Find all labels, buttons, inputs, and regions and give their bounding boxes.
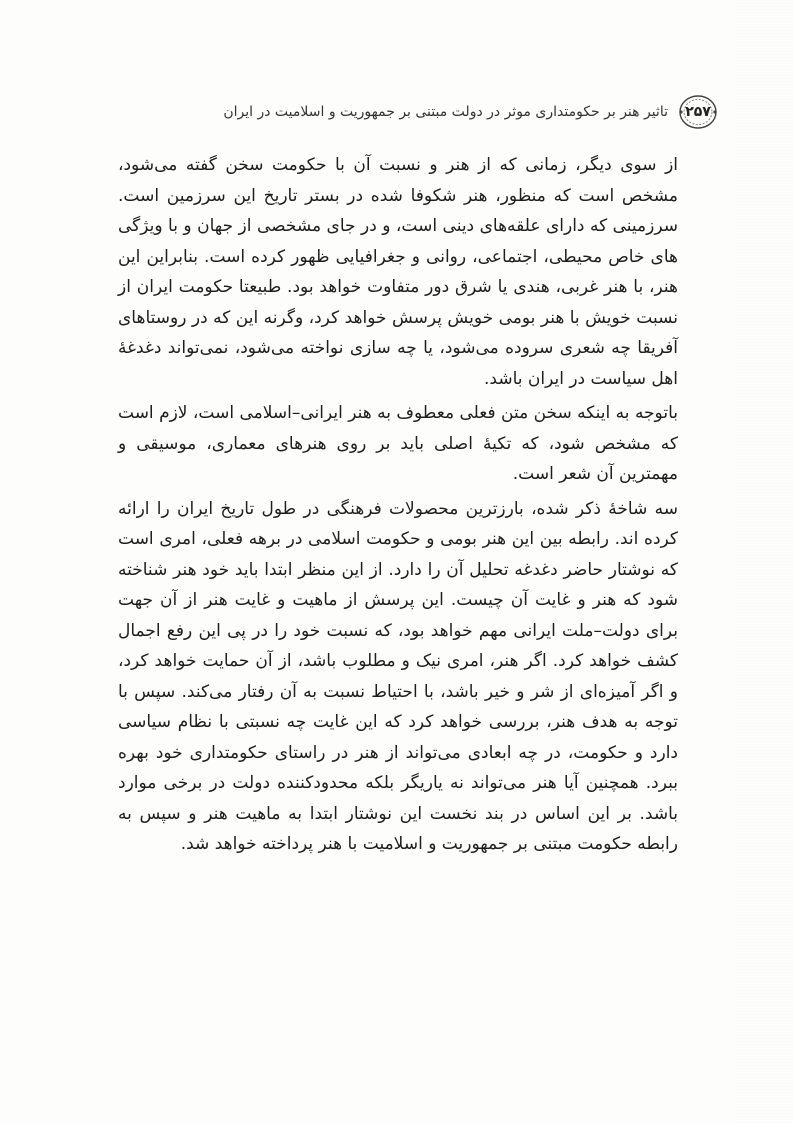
running-title: تاثیر هنر بر حکومتداری موثر در دولت مبتنی بر جمهوریت و اسلامیت در ایران <box>223 104 668 120</box>
paragraph-1: از سوی دیگر، زمانی که از هنر و نسبت آن با حکومت سخن گفته می‌شود، مشخص است که منظور، هنر شکوفا شده در بستر تاریخ این سرزمین است. سرزمینی که دارای علقه‌های دینی است، و در جای مشخصی از جهان و با ویژگی های خاص محیطی، اجتماعی، روانی و جغرافیایی ظهور کرده است. بنابراین این هنر، با هنر غربی، هندی یا شرق دور متفاوت خواهد بود. طبیعتا حکومت ایران از نسبت خویش با هنر بومی خویش پرسش خواهد کرد، وگرنه این که در روستاهای آفریقا چه شعری سروده می‌شود، یا چه سازی نواخته می‌شود، نمی‌تواند دغدغهٔ اهل سیاست در ایران باشد. <box>118 155 678 389</box>
body-text <box>118 150 678 864</box>
page-number: ۲۵۷ <box>685 104 711 120</box>
scan-edge-shading <box>735 0 793 1123</box>
page-header <box>158 92 718 132</box>
page-number-ornament <box>678 94 718 130</box>
paragraph-2: باتوجه به اینکه سخن متن فعلی معطوف به هنر ایرانی–اسلامی است، لازم است که مشخص شود، که تکیهٔ اصلی باید بر روی هنرهای معماری، موسیقی و مهمترین آن شعر است. <box>118 403 678 484</box>
paragraph-3: سه شاخهٔ ذکر شده، بارزترین محصولات فرهنگی در طول تاریخ ایران را ارائه کرده اند. رابطه بین این هنر بومی و حکومت اسلامی در برهه فعلی، امری است که نوشتار حاضر دغدغه تحلیل آن را دارد. از این منظر ابتدا باید خود هنر شناخته شود که هنر و غایت آن چیست. این پرسش از ماهیت و غایت هنر از آن جهت برای دولت–ملت ایرانی مهم خواهد بود، که نسبت خود را در پی این رفع اجمال کشف خواهد کرد. اگر هنر، امری نیک و مطلوب باشد، از آن حمایت خواهد کرد، و اگر آمیزه‌ای از شر و خیر باشد، با احتیاط نسبت به آن رفتار می‌کند. سپس با توجه به هدف هنر، بررسی خواهد کرد که این غایت چه نسبتی با نظام سیاسی دارد و حکومت، در چه ابعادی می‌تواند از هنر در راستای حکومتداری خود بهره ببرد. همچنین آیا هنر می‌تواند نه یاریگر بلکه محدودکننده دولت در برخی موارد باشد. بر این اساس در بند نخست این نوشتار ابتدا به ماهیت هنر و سپس به رابطه حکومت مبتنی بر جمهوریت و اسلامیت با هنر پرداخته خواهد شد. <box>118 498 678 854</box>
